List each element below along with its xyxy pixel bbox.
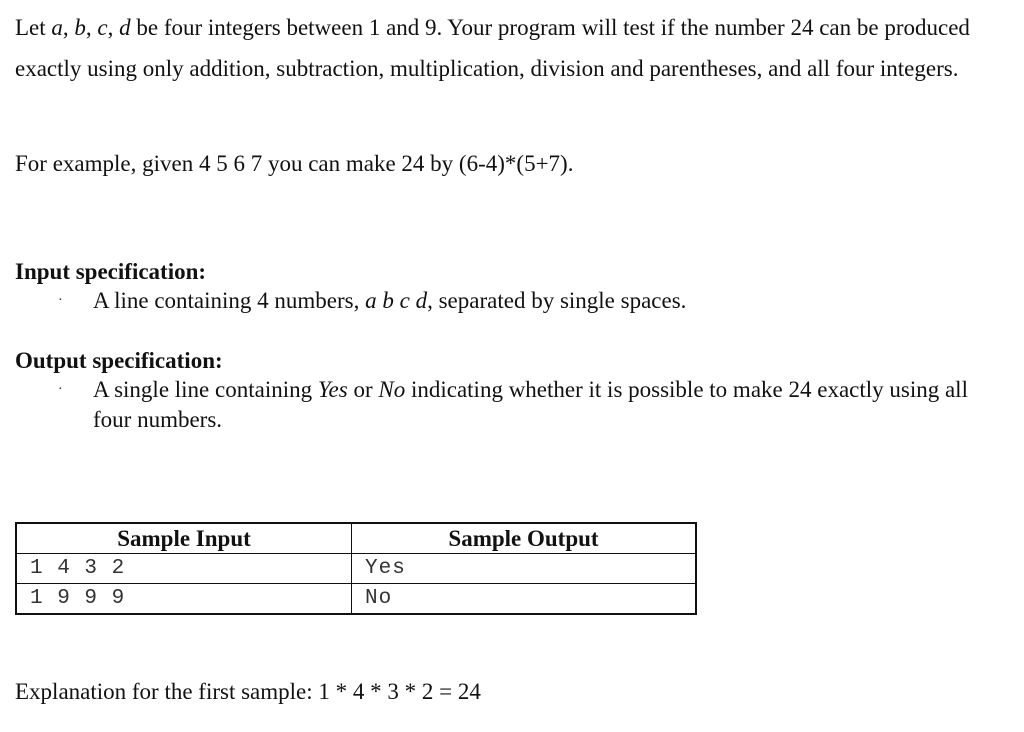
sample-input-cell: 1 4 3 2 (16, 554, 352, 584)
intro-text-start: Let (15, 15, 52, 40)
sep-3: , (107, 15, 120, 40)
table-row (16, 584, 696, 615)
input-text-after: , separated by single spaces. (427, 288, 687, 313)
input-spec-text (93, 286, 1003, 316)
output-spec-heading: Output specification: (15, 348, 223, 373)
input-spec-heading: Input specification: (15, 259, 207, 284)
output-yes: Yes (317, 377, 348, 402)
var-b: b (74, 15, 86, 40)
samples-table (15, 522, 697, 615)
sample-output-header: Sample Output (352, 523, 697, 554)
var-c: c (97, 15, 108, 40)
sample-output-cell: Yes (352, 554, 697, 584)
sample-output-cell: No (352, 584, 697, 615)
output-spec-text (93, 375, 1003, 435)
input-text-before: A line containing 4 numbers, (93, 288, 366, 313)
intro-text-rest: be four integers between 1 and 9. Your program will test if the number 24 can be produced exactly using only addition, subtraction, multiplication, division and parentheses, and all four integers. (15, 15, 970, 81)
input-vars: a b c d (365, 288, 428, 313)
output-text-before: A single line containing (93, 377, 318, 402)
output-bullet: · (58, 382, 63, 397)
sample-input-header: Sample Input (16, 523, 352, 554)
var-d: d (119, 15, 131, 40)
var-a: a (51, 15, 63, 40)
sep-2: , (85, 15, 98, 40)
sample-input-cell: 1 9 9 9 (16, 584, 352, 615)
table-row (16, 554, 696, 584)
explanation-paragraph: Explanation for the first sample: 1 * 4 * 3 * 2 = 24 (15, 679, 481, 704)
input-bullet: · (58, 293, 63, 308)
output-text-after: indicating whether it is possible to make 24 exactly using all four numbers. (93, 377, 968, 432)
intro-paragraph (15, 7, 1010, 89)
samples-header-row (16, 523, 696, 554)
output-no: No (378, 377, 406, 402)
example-paragraph: For example, given 4 5 6 7 you can make 24 by (6-4)*(5+7). (15, 151, 574, 176)
sep-1: , (62, 15, 75, 40)
output-text-mid: or (347, 377, 379, 402)
